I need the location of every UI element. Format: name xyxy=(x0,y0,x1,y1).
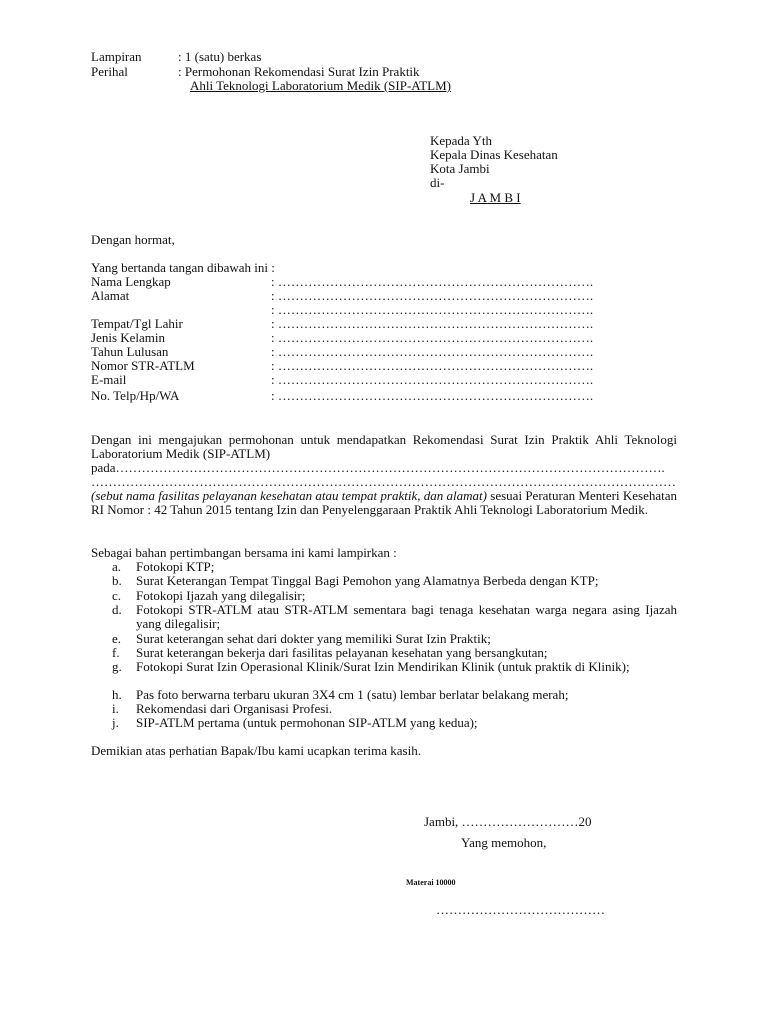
list-letter: a. xyxy=(112,559,122,574)
list-letter: j. xyxy=(112,715,119,730)
request-p2-rest: sesuai Peraturan Menteri Kesehatan RI Nomor : 42 Tahun 2015 tentang Izin dan Penyelenggaraan Praktik Ahli Teknologi Laboratorium Medik. xyxy=(91,488,677,517)
materai-label: Materai 10000 xyxy=(406,878,456,887)
greeting: Dengan hormat, xyxy=(91,232,175,247)
applicant-label: Yang memohon, xyxy=(461,835,547,850)
list-letter: b. xyxy=(112,573,122,588)
field-dots-email: : ………………………………………………………………. xyxy=(271,372,594,387)
field-dots-alamat-2: : ………………………………………………………………. xyxy=(271,302,594,317)
field-dots-jk: : ………………………………………………………………. xyxy=(271,330,594,345)
list-letter: c. xyxy=(112,588,122,603)
intro-text: Yang bertanda tangan dibawah ini : xyxy=(91,260,275,275)
field-label-nama: Nama Lengkap xyxy=(91,274,171,289)
lampiran-label: Lampiran xyxy=(91,49,142,64)
perihal-label: Perihal xyxy=(91,64,128,79)
list-item: Fotokopi KTP; xyxy=(136,559,215,574)
field-dots-str: : ………………………………………………………………. xyxy=(271,358,594,373)
field-label-tahun: Tahun Lulusan xyxy=(91,344,169,359)
list-item: Pas foto berwarna terbaru ukuran 3X4 cm 1 (satu) lembar berlatar belakang merah; xyxy=(136,687,569,702)
field-label-email: E-mail xyxy=(91,372,127,387)
request-pada: pada………………………………………………………………………………………………………………. xyxy=(91,461,665,475)
list-item: Surat keterangan bekerja dari fasilitas pelayanan kesehatan yang bersangkutan; xyxy=(136,645,548,660)
place-date: Jambi, ………………………20 xyxy=(424,814,592,829)
list-letter: g. xyxy=(112,659,122,674)
perihal-value: : Permohonan Rekomendasi Surat Izin Praktik xyxy=(178,64,420,79)
recipient-line3: Kota Jambi xyxy=(430,161,490,176)
signature-line: ………………………………… xyxy=(436,902,605,917)
list-item: SIP-ATLM pertama (untuk permohonan SIP-ATLM yang kedua); xyxy=(136,715,478,730)
field-dots-nama: : ………………………………………………………………. xyxy=(271,274,594,289)
recipient-city: J A M B I xyxy=(470,190,521,205)
recipient-line1: Kepada Yth xyxy=(430,133,492,148)
list-letter: h. xyxy=(112,687,122,702)
list-item: Surat Keterangan Tempat Tinggal Bagi Pemohon yang Alamatnya Berbeda dengan KTP; xyxy=(136,573,599,588)
field-label-str: Nomor STR-ATLM xyxy=(91,358,195,373)
list-letter: d. xyxy=(112,602,122,617)
list-item: Fotokopi STR-ATLM atau STR-ATLM sementara bagi tenaga kesehatan warga negara asing Ijazah yang dilegalisir; xyxy=(136,602,677,631)
request-paragraph: Dengan ini mengajukan permohonan untuk mendapatkan Rekomendasi Surat Izin Praktik Ahli Teknologi Laboratorium Medik (SIP-ATLM) xyxy=(91,432,677,461)
field-dots-telp: : ………………………………………………………………. xyxy=(271,388,594,403)
field-label-jk: Jenis Kelamin xyxy=(91,330,166,345)
request-italic-note: (sebut nama fasilitas pelayanan kesehatan atau tempat praktik, dan alamat) xyxy=(91,488,487,503)
field-dots-ttl: : ………………………………………………………………. xyxy=(271,316,594,331)
field-label-telp: No. Telp/Hp/WA xyxy=(91,388,180,403)
perihal-value-2: Ahli Teknologi Laboratorium Medik (SIP-ATLM) xyxy=(190,78,451,93)
attachments-intro: Sebagai bahan pertimbangan bersama ini kami lampirkan : xyxy=(91,545,397,560)
list-item: Fotokopi Surat Izin Operasional Klinik/Surat Izin Mendirikan Klinik (untuk praktik di Klinik); xyxy=(136,659,630,674)
list-item: Fotokopi Ijazah yang dilegalisir; xyxy=(136,588,306,603)
field-dots-alamat: : ………………………………………………………………. xyxy=(271,288,594,303)
list-letter: f. xyxy=(112,645,120,660)
closing-text: Demikian atas perhatian Bapak/Ibu kami ucapkan terima kasih. xyxy=(91,743,421,758)
field-label-ttl: Tempat/Tgl Lahir xyxy=(91,316,183,331)
lampiran-value: : 1 (satu) berkas xyxy=(178,49,262,64)
recipient-line2: Kepala Dinas Kesehatan xyxy=(430,147,558,162)
request-paragraph-2 xyxy=(91,489,677,517)
list-letter: e. xyxy=(112,631,122,646)
field-label-alamat: Alamat xyxy=(91,288,130,303)
list-item: Surat keterangan sehat dari dokter yang memiliki Surat Izin Praktik; xyxy=(136,631,491,646)
list-letter: i. xyxy=(112,701,119,716)
recipient-line4: di- xyxy=(430,175,445,190)
request-dots-line: ……………………………………………………………………………………………………………………… xyxy=(91,475,676,489)
list-item: Rekomendasi dari Organisasi Profesi. xyxy=(136,701,333,716)
field-dots-tahun: : ………………………………………………………………. xyxy=(271,344,594,359)
